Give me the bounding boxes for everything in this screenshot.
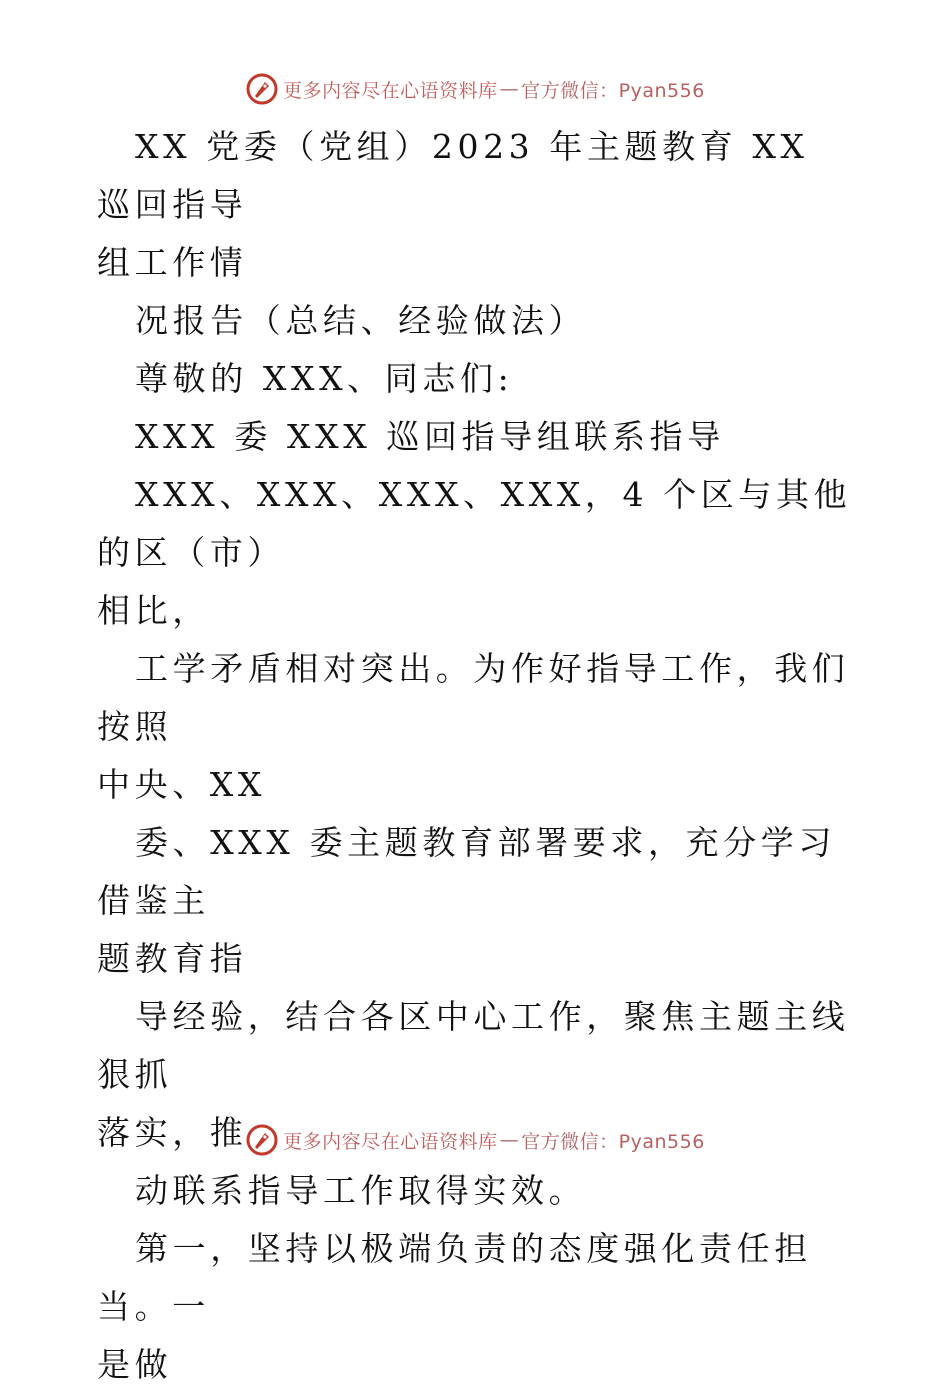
document-paragraph: [97, 1162, 857, 1220]
paragraph-line: 委、XXX 委主题教育部署要求，充分学习借鉴主: [97, 823, 836, 920]
banner-wechat-text: 官方微信：Pyan556: [521, 1130, 705, 1153]
document-paragraph: [97, 814, 857, 988]
document-paragraph: [97, 292, 857, 350]
paragraph-line: XXX 委 XXX 巡回指导组联系指导: [135, 417, 725, 456]
paragraph-line: XXX、XXX、XXX、XXX，4 个区与其他的区（市）: [97, 475, 852, 572]
paragraph-line: 第一，坚持以极端负责的态度强化责任担当。一: [97, 1229, 812, 1326]
pen-nib-logo-icon: [245, 1123, 279, 1157]
paragraph-line: 相比，: [97, 591, 210, 630]
document-paragraph: [97, 466, 857, 640]
paragraph-line: 尊敬的 XXX、同志们:: [135, 359, 514, 398]
banner-separator: —: [499, 78, 520, 100]
document-paragraph: [97, 640, 857, 814]
banner-wechat-text: 官方微信：Pyan556: [521, 79, 705, 102]
document-paragraph: [97, 408, 857, 466]
document-paragraph: [97, 1220, 857, 1394]
document-paragraph: [97, 118, 857, 292]
paragraph-line: 题教育指: [97, 939, 248, 978]
header-banner: [0, 69, 950, 109]
paragraph-line: 工学矛盾相对突出。为作好指导工作，我们按照: [97, 649, 850, 746]
document-body: [97, 118, 857, 1394]
paragraph-line: 况报告（总结、经验做法）: [135, 301, 587, 340]
banner-separator: —: [499, 1129, 520, 1151]
document-paragraph: [97, 350, 857, 408]
paragraph-line: 组工作情: [97, 243, 248, 282]
paragraph-line: 动联系指导工作取得实效。: [135, 1171, 587, 1210]
paragraph-line: XX 党委（党组）2023 年主题教育 XX 巡回指导: [97, 127, 809, 224]
paragraph-line: 落实，推: [97, 1113, 248, 1152]
banner-brand-text: 更多内容尽在心语资料库: [283, 1130, 498, 1153]
paragraph-line: 导经验，结合各区中心工作，聚焦主题主线狠抓: [97, 997, 850, 1094]
banner-brand-text: 更多内容尽在心语资料库: [283, 79, 498, 102]
paragraph-line: 是做: [97, 1345, 173, 1384]
pen-nib-logo-icon: [245, 72, 279, 106]
paragraph-line: 中央、XX: [97, 765, 266, 804]
footer-banner: [0, 1120, 950, 1160]
